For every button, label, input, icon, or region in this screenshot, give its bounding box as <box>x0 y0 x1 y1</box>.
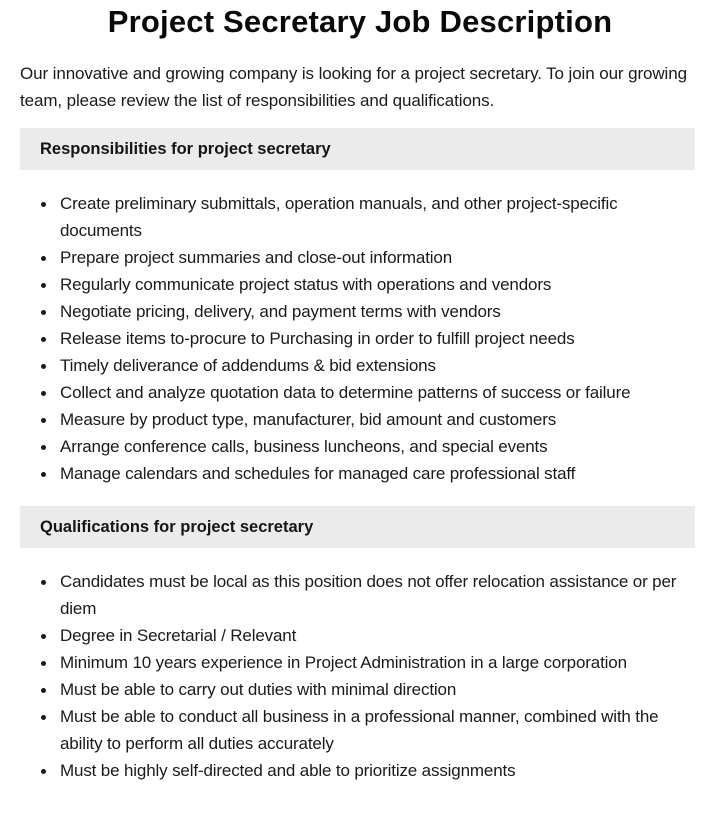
list-item <box>20 757 700 784</box>
bullet-icon <box>41 337 46 342</box>
list-item <box>20 676 700 703</box>
list-item-text: Create preliminary submittals, operation manuals, and other project-specific documents <box>60 194 618 240</box>
list-item-text: Measure by product type, manufacturer, bid amount and customers <box>60 410 557 429</box>
list-item-text: Minimum 10 years experience in Project Administration in a large corporation <box>60 653 627 672</box>
list-item <box>20 352 700 379</box>
list-item <box>20 622 700 649</box>
intro-paragraph: Our innovative and growing company is looking for a project secretary. To join our growing team, please review the list of responsibilities and qualifications. <box>20 64 687 110</box>
bullet-icon <box>41 661 46 666</box>
list-item-text: Must be highly self-directed and able to prioritize assignments <box>60 761 516 780</box>
bullet-icon <box>41 472 46 477</box>
bullet-icon <box>41 418 46 423</box>
bullet-icon <box>41 202 46 207</box>
list-item <box>20 703 700 757</box>
bullet-icon <box>41 769 46 774</box>
list-item-text: Arrange conference calls, business luncheons, and special events <box>60 437 548 456</box>
bullet-icon <box>41 715 46 720</box>
list-item <box>20 244 700 271</box>
responsibilities-section <box>20 128 700 487</box>
bullet-icon <box>41 688 46 693</box>
list-item-text: Candidates must be local as this position does not offer relocation assistance or per diem <box>60 572 677 618</box>
list-item-text: Negotiate pricing, delivery, and payment terms with vendors <box>60 302 501 321</box>
qualifications-section <box>20 506 700 784</box>
list-item <box>20 649 700 676</box>
list-item-text: Regularly communicate project status with operations and vendors <box>60 275 552 294</box>
bullet-icon <box>41 310 46 315</box>
qualifications-list <box>20 568 700 784</box>
list-item-text: Manage calendars and schedules for managed care professional staff <box>60 464 576 483</box>
responsibilities-heading: Responsibilities for project secretary <box>20 128 695 170</box>
list-item <box>20 298 700 325</box>
qualifications-heading: Qualifications for project secretary <box>20 506 695 548</box>
list-item <box>20 460 700 487</box>
bullet-icon <box>41 391 46 396</box>
bullet-icon <box>41 256 46 261</box>
list-item <box>20 406 700 433</box>
list-item-text: Prepare project summaries and close-out information <box>60 248 453 267</box>
bullet-icon <box>41 580 46 585</box>
list-item-text: Degree in Secretarial / Relevant <box>60 626 297 645</box>
bullet-icon <box>41 283 46 288</box>
list-item-text: Must be able to carry out duties with minimal direction <box>60 680 457 699</box>
bullet-icon <box>41 445 46 450</box>
list-item-text: Release items to-procure to Purchasing in order to fulfill project needs <box>60 329 575 348</box>
bullet-icon <box>41 364 46 369</box>
list-item-text: Must be able to conduct all business in a professional manner, combined with the ability to perform all duties accurately <box>60 707 659 753</box>
list-item-text: Collect and analyze quotation data to determine patterns of success or failure <box>60 383 631 402</box>
list-item <box>20 568 700 622</box>
page-title: Project Secretary Job Description <box>107 4 613 39</box>
list-item-text: Timely deliverance of addendums & bid extensions <box>60 356 436 375</box>
list-item <box>20 190 700 244</box>
bullet-icon <box>41 634 46 639</box>
list-item <box>20 433 700 460</box>
responsibilities-list <box>20 190 700 487</box>
list-item <box>20 325 700 352</box>
list-item <box>20 379 700 406</box>
list-item <box>20 271 700 298</box>
